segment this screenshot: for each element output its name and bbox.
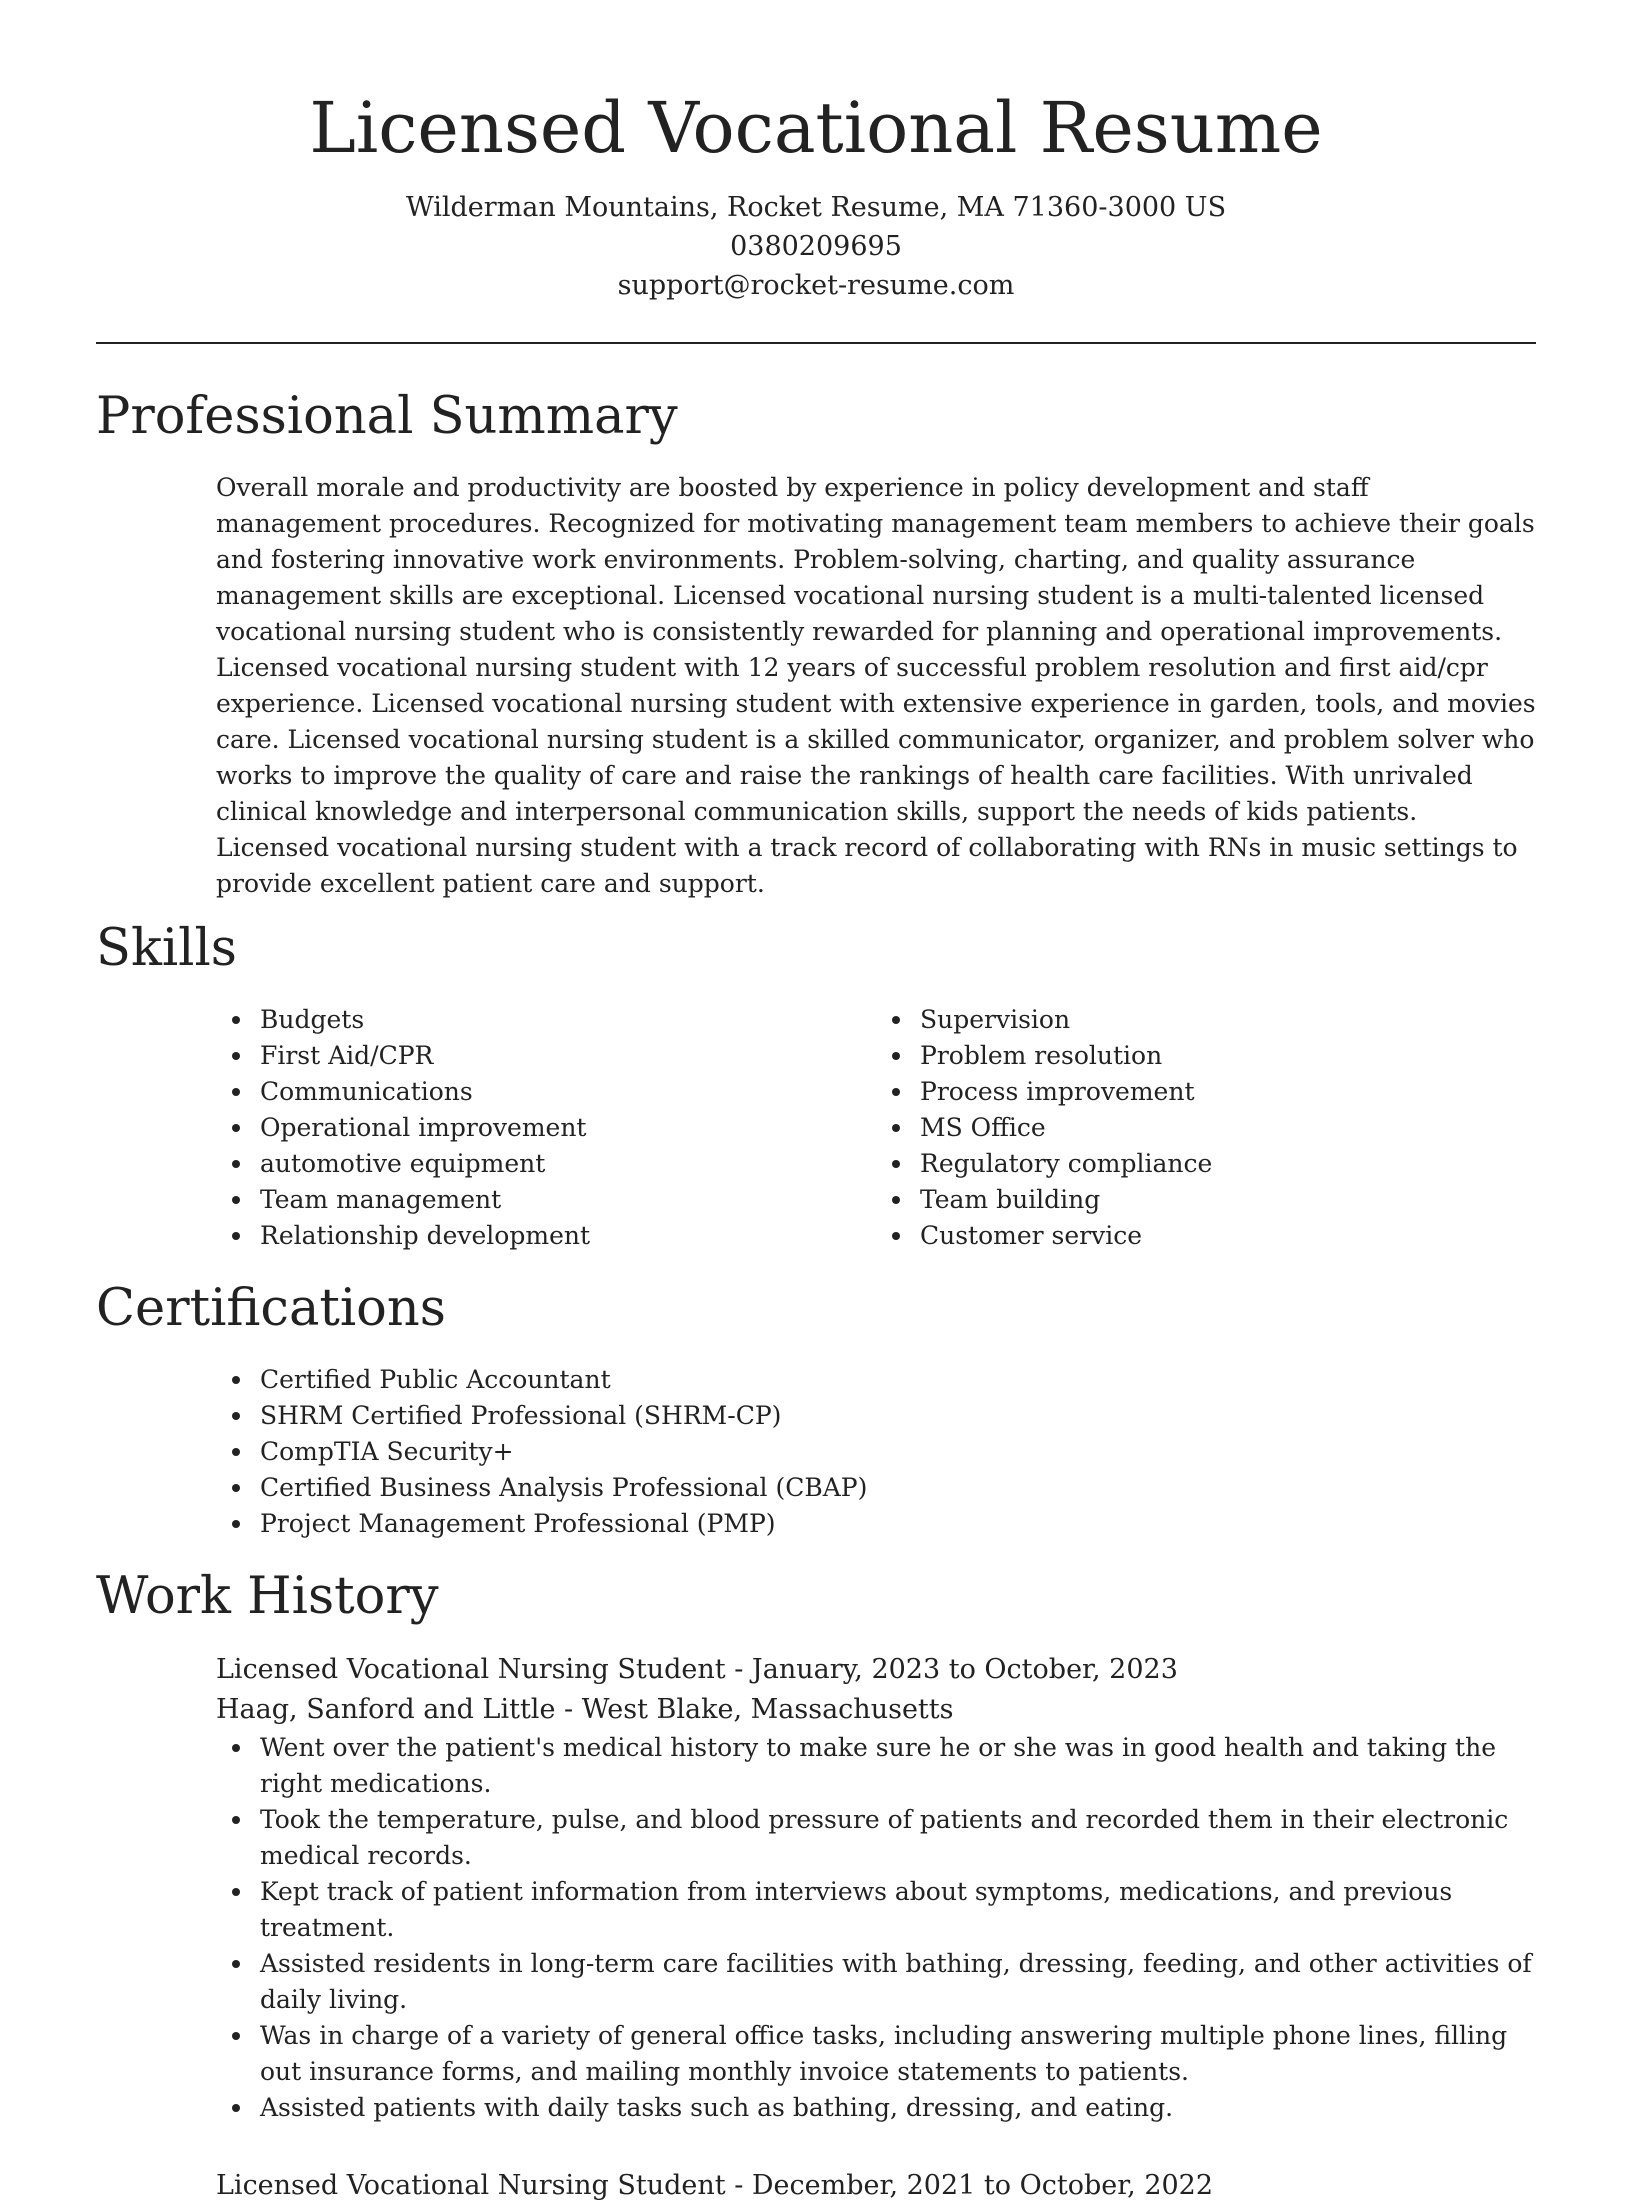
job-duty-item: Kept track of patient information from interviews about symptoms, medications, and previous treatment. [260,1874,1536,1946]
skills-list [216,1002,1536,1254]
resume-header [96,0,1536,305]
skills-heading: Skills [96,919,237,978]
job-duty-item: Was in charge of a variety of general office tasks, including answering multiple phone lines, filling out insurance forms, and mailing monthly invoice statements to patients. [260,2018,1536,2090]
resume-page [96,0,1536,2206]
skill-item: Process improvement [920,1074,1536,1110]
header-divider [96,342,1536,344]
job-role: Licensed Vocational Nursing Student [216,1654,726,1685]
job-separator: - [725,1654,752,1685]
certification-item: Project Management Professional (PMP) [260,1506,1536,1542]
job-location: West Blake, Massachusetts [581,1694,954,1725]
work-history-heading: Work History [96,1567,439,1626]
job-title-line [216,1650,1536,1690]
job-role: Licensed Vocational Nursing Student [216,2170,726,2201]
skills-column-left [216,1002,876,1254]
contact-phone: 0380209695 [730,231,902,262]
skill-item: automotive equipment [260,1146,876,1182]
certification-item: Certified Public Accountant [260,1362,1536,1398]
job-separator: - [725,2170,752,2201]
skill-item: First Aid/CPR [260,1038,876,1074]
job-dates: January, 2023 to October, 2023 [751,1654,1178,1685]
job-entry [216,1650,1536,2126]
skill-item: Customer service [920,1218,1536,1254]
certifications-list [216,1362,1536,1542]
job-duty-item: Went over the patient's medical history to make sure he or she was in good health and taking the right medications. [260,1730,1536,1802]
contact-address: Wilderman Mountains, Rocket Resume, MA 71360-3000 US [405,192,1227,223]
certification-item: SHRM Certified Professional (SHRM-CP) [260,1398,1536,1434]
job-duty-item: Took the temperature, pulse, and blood pressure of patients and recorded them in their electronic medical records. [260,1802,1536,1874]
job-company: Haag, Sanford and Little [216,1694,556,1725]
job-title-line [216,2166,1536,2206]
job-duty-item: Assisted patients with daily tasks such as bathing, dressing, and eating. [260,2090,1536,2126]
job-company-line [216,1690,1536,1730]
job-entry [216,2166,1536,2206]
skill-item: Problem resolution [920,1038,1536,1074]
certification-item: CompTIA Security+ [260,1434,1536,1470]
skill-item: Team management [260,1182,876,1218]
summary-text: Overall morale and productivity are boosted by experience in policy development and staff management procedures. Recognized for motivating management team members to achieve their goals and fostering innovative work environments. Problem-solving, charting, and quality assurance management skills are exceptional. Licensed vocational nursing student is a multi-talented licensed vocational nursing student who is consistently rewarded for planning and operational improvements. Licensed vocational nursing student with 12 years of successful problem resolution and first aid/cpr experience. Licensed vocational nursing student with extensive experience in garden, tools, and movies care. Licensed vocational nursing student is a skilled communicator, organizer, and problem solver who works to improve the quality of care and raise the rankings of health care facilities. With unrivaled clinical knowledge and interpersonal communication skills, support the needs of kids patients. Licensed vocational nursing student with a track record of collaborating with RNs in music settings to provide excellent patient care and support. [216,473,1536,898]
certifications-heading: Certifications [96,1279,446,1338]
job-separator: - [555,1694,582,1725]
job-duty-item: Assisted residents in long-term care facilities with bathing, dressing, feeding, and other activities of daily living. [260,1946,1536,2018]
certification-item: Certified Business Analysis Professional (CBAP) [260,1470,1536,1506]
contact-email: support@rocket-resume.com [617,270,1015,301]
skill-item: Regulatory compliance [920,1146,1536,1182]
summary-heading: Professional Summary [96,387,678,446]
skill-item: Operational improvement [260,1110,876,1146]
skill-item: Team building [920,1182,1536,1218]
skill-item: MS Office [920,1110,1536,1146]
job-dates: December, 2021 to October, 2022 [751,2170,1214,2201]
skill-item: Relationship development [260,1218,876,1254]
skill-item: Supervision [920,1002,1536,1038]
skill-item: Budgets [260,1002,876,1038]
job-duties [216,1730,1536,2126]
resume-name: Licensed Vocational Resume [309,87,1323,169]
skill-item: Communications [260,1074,876,1110]
skills-column-right [876,1002,1536,1254]
certifications-bullets [216,1362,1536,1542]
